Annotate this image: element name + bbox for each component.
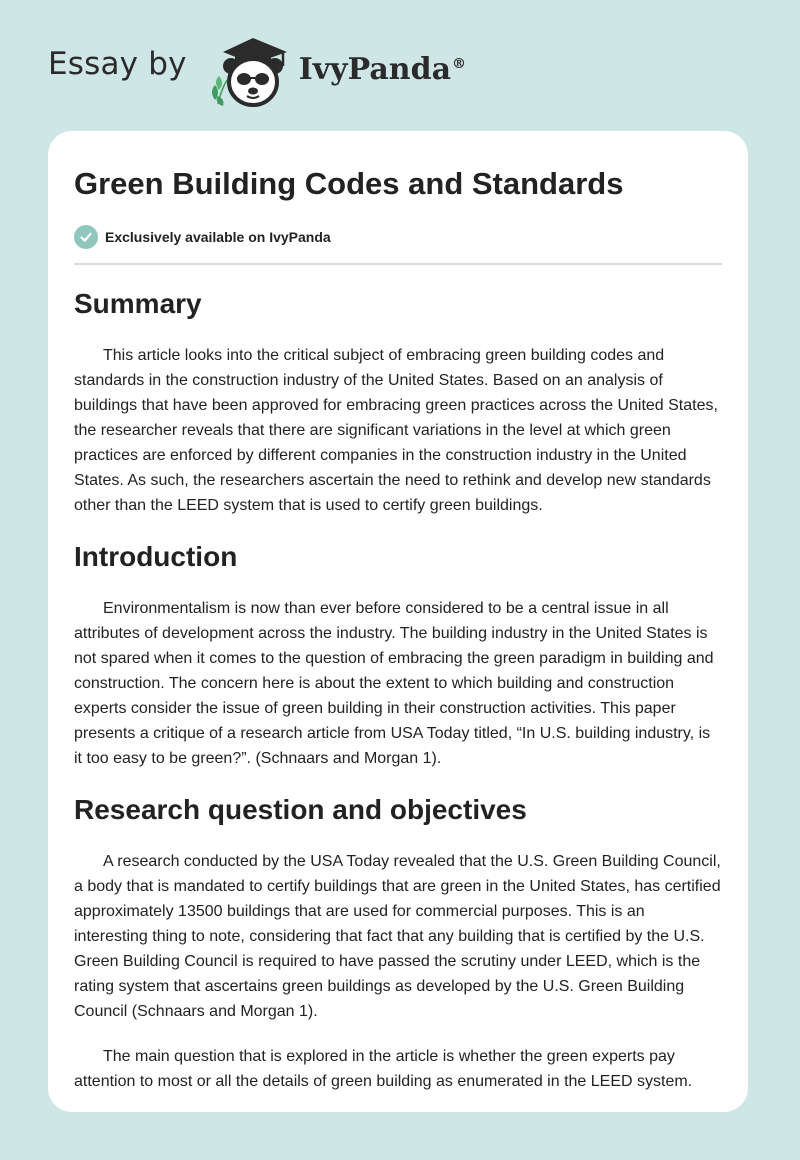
site-header: [48, 30, 466, 110]
section-introduction: [74, 538, 722, 771]
article-title: Green Building Codes and Standards: [74, 166, 624, 201]
paragraph: This article looks into the critical subject of embracing green building codes and standards in the construction industry of the United States. Based on an analysis of buildings that have been approved for embracing green practices across the United States, the researcher reveals that there are significant variations in the level at which green practices are enforced by different companies in the construction industry in the United States. As such, the researchers ascertain the need to rethink and develop new standards other than the LEED system that is used to certify green buildings.: [74, 347, 718, 514]
section-heading: Summary: [74, 288, 202, 319]
section-summary: [74, 285, 722, 518]
exclusive-badge-label: Exclusively available on IvyPanda: [105, 229, 331, 245]
paragraph: A research conducted by the USA Today revealed that the U.S. Green Building Council, a body that is mandated to certify buildings that are green in the United States, has certified approximately 13500 buildings that are used for commercial purposes. This is an interesting thing to note, considering that fact that any building that is certified by the U.S. Green Building Council is required to have passed the scrutiny under LEED, which is the rating system that ascertains green buildings as developed by the U.S. Green Building Council (Schnaars and Morgan 1).: [74, 853, 721, 1020]
section-research-question: [74, 791, 722, 1094]
essay-by-label: Essay by: [48, 46, 187, 82]
article-card: [48, 131, 748, 1112]
ivypanda-logo-icon[interactable]: [205, 30, 295, 110]
title-divider: [74, 263, 722, 265]
exclusive-badge: [74, 225, 722, 249]
paragraph: The main question that is explored in the article is whether the green experts pay attention to most or all the details of green building as enumerated in the LEED system.: [74, 1048, 693, 1090]
ivypanda-brand-name[interactable]: IvyPanda®: [298, 51, 467, 87]
paragraph: Environmentalism is now than ever before considered to be a central issue in all attributes of development across the industry. The building industry in the United States is not spared when it comes to the question of embracing the green paradigm in building and construction. The concern here is about the extent to which building and construction experts consider the issue of green building in their construction activities. This paper presents a critique of a research article from USA Today titled, “In U.S. building industry, is it too easy to be green?”. (Schnaars and Morgan 1).: [74, 600, 714, 767]
section-heading: Introduction: [74, 541, 238, 572]
check-circle-icon: [74, 225, 98, 249]
section-heading: Research question and objectives: [74, 794, 527, 825]
